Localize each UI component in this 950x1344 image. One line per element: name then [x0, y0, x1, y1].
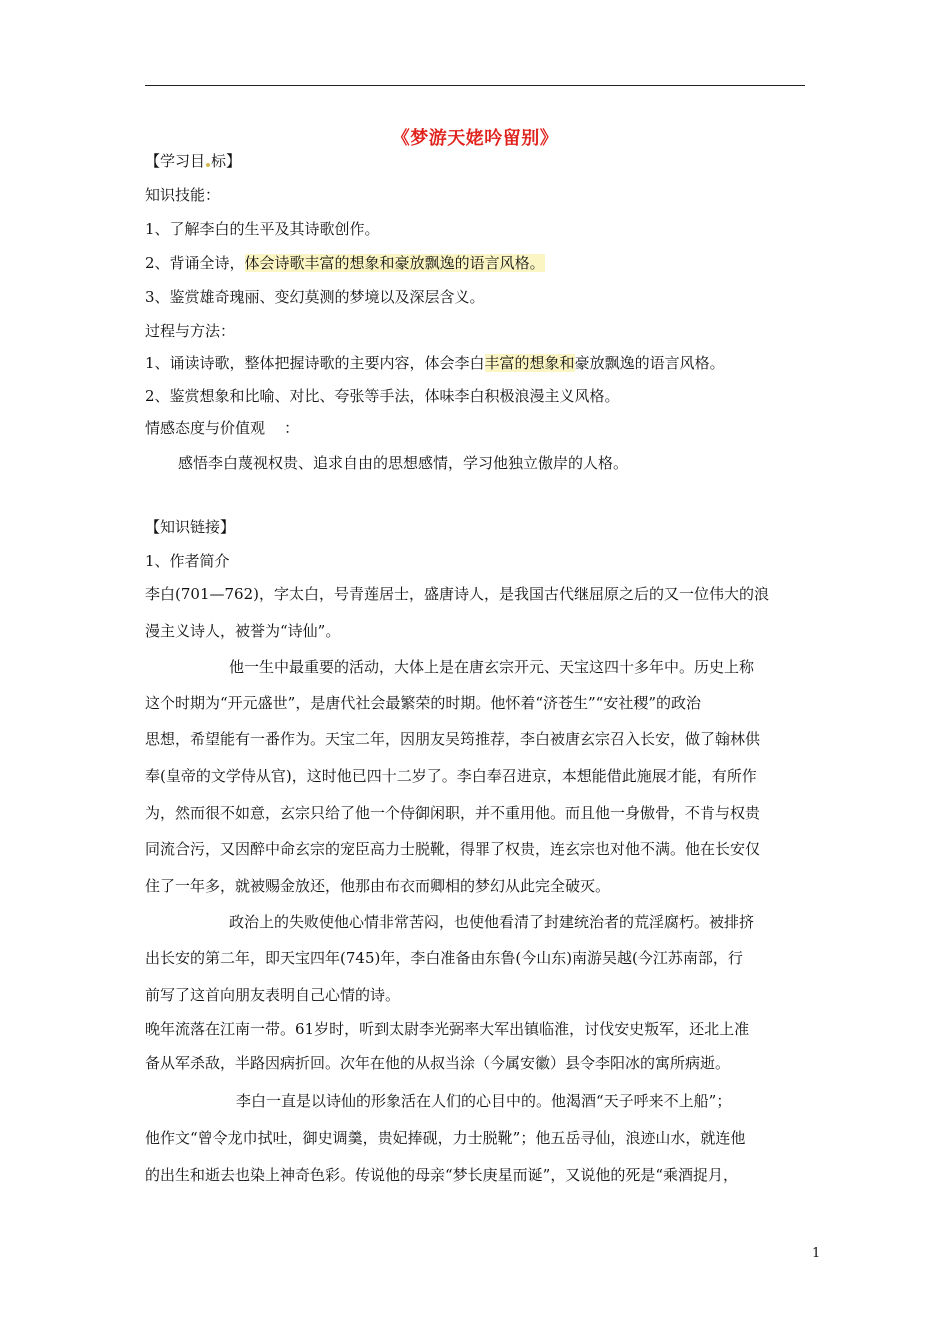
paragraph-line: 晚年流落在江南一带。61岁时，听到太尉李光弼率大军出镇临淮，讨伐安史叛军，还北上准: [145, 1020, 750, 1038]
emotion-label: 情感态度与价值观 ：: [145, 419, 300, 437]
paragraph-line: 备从军杀敌，半路因病折回。次年在他的从叔当涂（今属安徽）县令李阳冰的寓所病逝。: [145, 1054, 731, 1072]
paragraph-line: 这个时期为“开元盛世”，是唐代社会最繁荣的时期。他怀着“济苍生”“安社稷”的政治: [145, 694, 702, 712]
objective-e1: 感悟李白蔑视权贵、追求自由的思想感情，学习他独立傲岸的人格。: [178, 454, 629, 472]
objective-p1: 1、诵读诗歌，整体把握诗歌的主要内容，体会李白丰富的想象和豪放飘逸的语言风格。: [145, 354, 725, 372]
mark-dot: [206, 163, 210, 167]
paragraph-line: 同流合污，又因醉中命玄宗的宠臣高力士脱靴，得罪了权贵，连玄宗也对他不满。他在长安仅: [145, 840, 761, 858]
page-title: 《梦游天姥吟留别》: [391, 128, 559, 149]
paragraph-line: 李白一直是以诗仙的形象活在人们的心目中的。他渴酒“天子呼来不上船”；: [236, 1092, 732, 1110]
paragraph-line: 他一生中最重要的活动，大体上是在唐玄宗开元、天宝这四十多年中。历史上称: [229, 658, 755, 676]
paragraph-line: 奉(皇帝的文学侍从官)，这时他已四十二岁了。李白奉召进京，本想能借此施展才能，有所作: [145, 767, 757, 785]
paragraph-line: 他作文“曾令龙巾拭吐，御史调羹，贵妃捧砚，力士脱靴”；他五岳寻仙，浪迹山水，就连他: [145, 1129, 746, 1147]
process-label: 过程与方法：: [145, 322, 236, 340]
author-intro-heading: 1、作者简介: [145, 552, 230, 570]
highlight: 丰富的想象和: [484, 354, 575, 372]
paragraph-line: 前写了这首向朋友表明自己心情的诗。: [145, 986, 401, 1004]
paragraph-line: 李白(701—762)，字太白，号青莲居士，盛唐诗人，是我国古代继屈原之后的又一位伟大的浪: [145, 585, 769, 603]
paragraph-line: 漫主义诗人，被誉为“诗仙”。: [145, 622, 341, 640]
paragraph-line: 的出生和逝去也染上神奇色彩。传说他的母亲“梦长庚星而诞”，又说他的死是“乘酒捉月，: [145, 1166, 739, 1184]
paragraph-line: 住了一年多，就被赐金放还，他那由布衣而卿相的梦幻从此完全破灭。: [145, 877, 611, 895]
knowledge-label: 知识技能：: [145, 186, 221, 204]
paragraph-line: 出长安的第二年，即天宝四年(745)年，李白准备由东鲁(今山东)南游吴越(今江苏南部，行: [145, 949, 743, 967]
objective-k1: 1、了解李白的生平及其诗歌创作。: [145, 220, 380, 238]
paragraph-line: 为，然而很不如意，玄宗只给了他一个侍御闲职，并不重用他。而且他一身傲骨，不肯与权贵: [145, 804, 761, 822]
links-heading: 【知识链接】: [145, 518, 236, 536]
paragraph-line: 政治上的失败使他心情非常苦闷，也使他看清了封建统治者的荒淫腐朽。被排挤: [229, 913, 755, 931]
highlight: 体会诗歌丰富的想象和: [244, 254, 395, 272]
paragraph-line: 思想，希望能有一番作为。天宝二年，因朋友吴筠推荐，李白被唐玄宗召入长安，做了翰林供: [145, 730, 761, 748]
objective-k2: 2、背诵全诗，体会诗歌丰富的想象和豪放飘逸的语言风格。: [145, 254, 545, 272]
objective-p2: 2、鉴赏想象和比喻、对比、夸张等手法，体味李白积极浪漫主义风格。: [145, 387, 620, 405]
objectives-heading: 【学习目 标】: [145, 152, 242, 170]
objective-k3: 3、鉴赏雄奇瑰丽、变幻莫测的梦境以及深层含义。: [145, 288, 485, 306]
page-number: 1: [812, 1246, 821, 1261]
header-rule: [145, 85, 805, 86]
